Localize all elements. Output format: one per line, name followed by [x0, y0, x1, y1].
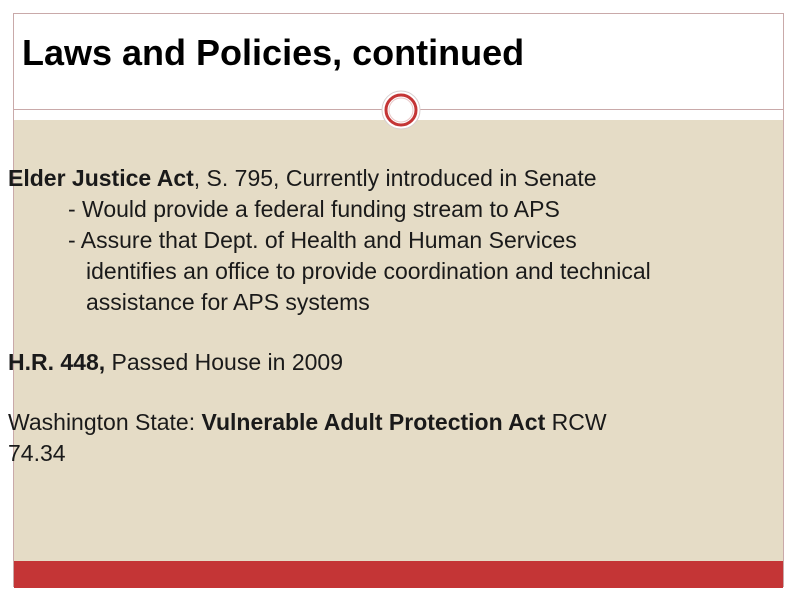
footer-bar [14, 561, 783, 588]
elder-bullet-funding: - Would provide a federal funding stream to APS [68, 196, 560, 222]
elder-bullet-dhhs-cont2: assistance for APS systems [86, 289, 370, 315]
spacer [8, 378, 758, 407]
washington-rcw-label: RCW [545, 409, 607, 435]
washington-rcw-number: 74.34 [8, 440, 66, 466]
hr-448-detail: Passed House in 2009 [105, 349, 343, 375]
elder-justice-act-line [8, 163, 758, 194]
circle-ring-icon [381, 90, 421, 130]
elder-bullet-dhhs-cont1: identifies an office to provide coordination and technical [86, 258, 651, 284]
slide-title: Laws and Policies, continued [22, 32, 525, 73]
washington-state-prefix: Washington State: [8, 409, 202, 435]
spacer [8, 318, 758, 347]
hr-448-line [8, 347, 758, 378]
elder-justice-act-detail: , S. 795, Currently introduced in Senate [193, 165, 597, 191]
slide-body [8, 163, 758, 469]
washington-state-line [8, 407, 758, 438]
elder-bullet-dhhs: - Assure that Dept. of Health and Human Services [68, 227, 577, 253]
hr-448-name: H.R. 448, [8, 349, 106, 375]
vulnerable-adult-protection-act-name: Vulnerable Adult Protection Act [201, 409, 546, 435]
elder-justice-act-name: Elder Justice Act [8, 165, 194, 191]
